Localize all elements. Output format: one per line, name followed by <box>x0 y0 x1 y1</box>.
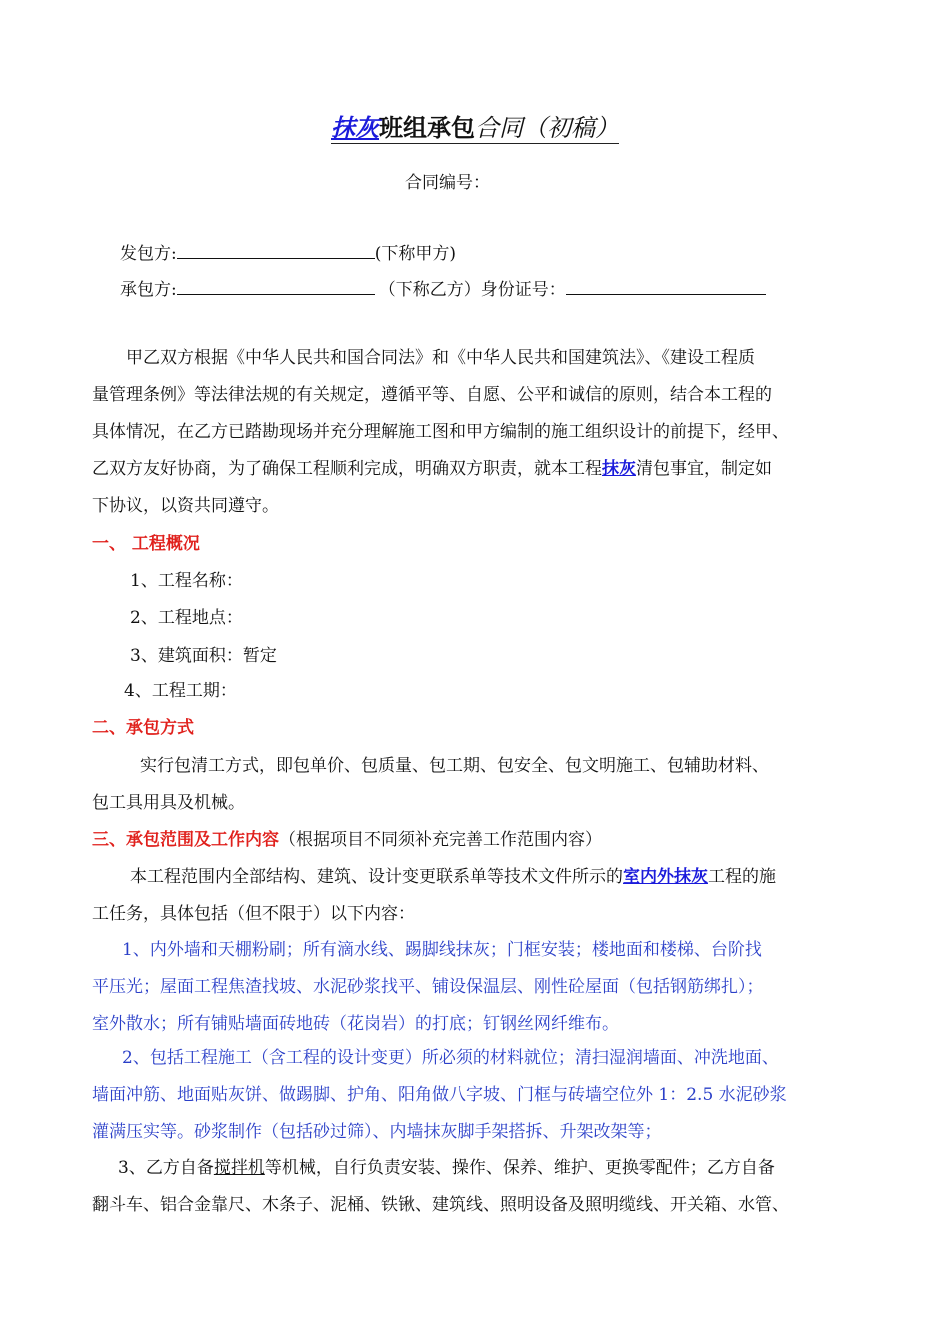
section-3-para-line-1 <box>130 866 776 888</box>
section-3-heading-line <box>92 829 602 851</box>
party-a-suffix: (下称甲方) <box>374 244 456 264</box>
section-3-item-2-line-3: 灌满压实等。砂浆制作（包括砂过筛）、内墙抹灰脚手架搭拆、升架改架等； <box>92 1122 662 1142</box>
title-rest: 合同（初稿） <box>475 114 619 142</box>
section-1-heading: 一、 工程概况 <box>92 534 200 554</box>
title-underline <box>331 113 619 144</box>
id-number-blank[interactable] <box>566 278 766 295</box>
party-b-suffix: （下称乙方）身份证号： <box>378 280 566 300</box>
section-1-item: 4、工程工期： <box>124 681 237 701</box>
section-3-i3l1a: 3、乙方自备 <box>118 1158 214 1178</box>
party-a-label: 发包方: <box>120 244 177 264</box>
section-3-link[interactable]: 室内外抹灰 <box>623 867 708 887</box>
section-2-line-1: 实行包清工方式，即包单价、包质量、包工期、包安全、包文明施工、包辅助材料、 <box>140 756 769 776</box>
intro-line-3: 具体情况，在乙方已踏勘现场并充分理解施工图和甲方编制的施工组织设计的前提下，经甲、 <box>92 422 789 442</box>
title-link[interactable]: 抹灰 <box>331 113 379 142</box>
section-3-note: （根据项目不同须补充完善工作范围内容） <box>279 830 602 850</box>
section-3-i3-underlined: 搅拌机 <box>213 1158 265 1178</box>
intro-line-1: 甲乙双方根据《中华人民共和国合同法》和《中华人民共和国建筑法》、《建设工程质 <box>126 348 755 368</box>
intro-line-5: 下协议，以资共同遵守。 <box>92 496 279 516</box>
section-2-line-2: 包工具用具及机械。 <box>92 793 245 813</box>
section-3-p1a: 本工程范围内全部结构、建筑、设计变更联系单等技术文件所示的 <box>130 867 623 887</box>
section-3-i3l1b: 等机械，自行负责安装、操作、保养、维护、更换零配件；乙方自备 <box>264 1158 775 1178</box>
section-3-item-1-line-2: 平压光；屋面工程焦渣找坡、水泥砂浆找平、铺设保温层、刚性砼屋面（包括钢筋绑扎）； <box>92 977 764 997</box>
party-b-label: 承包方: <box>120 280 177 300</box>
section-3-item-3-line-2: 翻斗车、铝合金靠尺、木条子、泥桶、铁锹、建筑线、照明设备及照明缆线、开关箱、水管、 <box>92 1195 789 1215</box>
contract-number-label: 合同编号： <box>405 173 490 193</box>
section-3-item-1-line-3: 室外散水；所有铺贴墙面砖地砖（花岗岩）的打底；钉钢丝网纤维布。 <box>92 1014 619 1034</box>
section-3-item-2-line-2: 墙面冲筋、地面贴灰饼、做踢脚、护角、阳角做八字坡、门框与砖墙空位外 1：2.5 水泥砂浆 <box>92 1085 787 1105</box>
title-middle: 班组承包 <box>379 113 475 142</box>
intro-line-4a: 乙双方友好协商，为了确保工程顺利完成，明确双方职责，就本工程 <box>92 459 602 479</box>
section-1-item: 2、工程地点： <box>130 608 243 628</box>
section-3-item-2-line-1: 2、包括工程施工（含工程的设计变更）所必须的材料就位；清扫湿润墙面、冲洗地面、 <box>122 1048 779 1068</box>
section-3-para-line-2: 工任务，具体包括（但不限于）以下内容： <box>92 904 415 924</box>
document-title <box>0 108 950 143</box>
intro-line-4 <box>92 458 772 480</box>
party-b-blank[interactable] <box>177 278 375 295</box>
intro-line-2: 量管理条例》等法律法规的有关规定，遵循平等、自愿、公平和诚信的原则，结合本工程的 <box>92 385 772 405</box>
section-1-item: 3、建筑面积：暂定 <box>130 646 277 666</box>
section-3-item-3-line-1 <box>118 1157 775 1179</box>
section-3-item-1-line-1: 1、内外墙和天棚粉刷；所有滴水线、踢脚线抹灰；门框安装；楼地面和楼梯、台阶找 <box>122 940 762 960</box>
intro-link[interactable]: 抹灰 <box>602 459 636 479</box>
party-a-line <box>120 242 456 265</box>
section-3-heading: 三、承包范围及工作内容 <box>92 830 279 850</box>
party-b-line <box>120 278 766 301</box>
section-3-p1b: 工程的施 <box>708 867 776 887</box>
intro-line-4b: 清包事宜，制定如 <box>636 459 772 479</box>
section-1-item: 1、工程名称： <box>130 571 243 591</box>
party-a-blank[interactable] <box>177 242 375 259</box>
section-2-heading: 二、承包方式 <box>92 718 194 738</box>
